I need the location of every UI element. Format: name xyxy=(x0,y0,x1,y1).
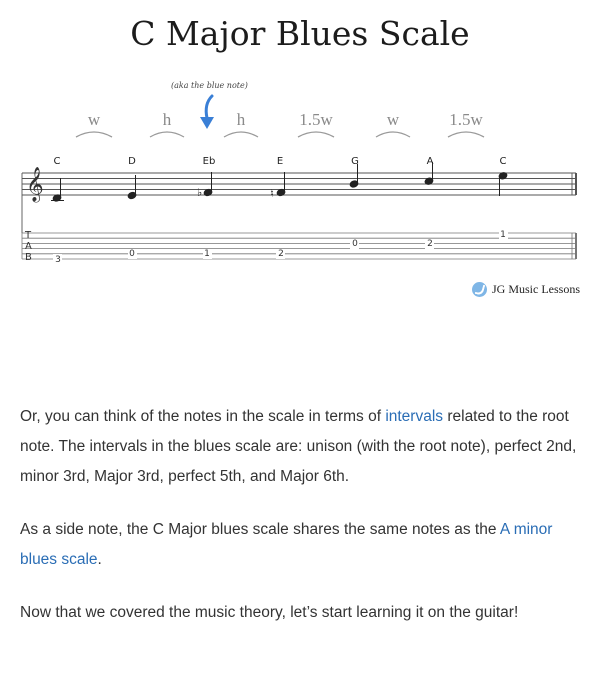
paragraph xyxy=(20,402,580,492)
fret-number: 3 xyxy=(55,255,61,265)
paragraph-text: As a side note, the C Major blues scale shares the same notes as the xyxy=(20,521,500,538)
interval-slur xyxy=(298,132,334,137)
paragraph-text: related to the root note. The intervals in the blues scale are: unison (with the root note), perfect 2nd, minor 3rd, Major 3rd, perfect 5th, and Major 6th. xyxy=(20,408,577,485)
fret-number: 2 xyxy=(278,249,284,259)
a-minor-blues-scale-link[interactable]: A minor blues scale xyxy=(20,521,553,568)
scale-figure xyxy=(0,0,600,310)
fret-number: 2 xyxy=(427,239,433,249)
tab-letter: B xyxy=(25,252,32,263)
note-name: C xyxy=(53,156,61,167)
fret-number: 0 xyxy=(352,239,358,249)
interval-label: 1.5w xyxy=(299,110,333,129)
paragraph-text: . xyxy=(97,551,102,568)
jg-logo-icon xyxy=(472,282,487,297)
natural-accidental: ♮ xyxy=(270,187,274,200)
tab-letter: T xyxy=(25,230,32,241)
paragraph xyxy=(20,515,580,575)
fret-number: 1 xyxy=(500,230,506,240)
fret-number: 1 xyxy=(204,249,210,259)
interval-slur xyxy=(448,132,484,137)
interval-label: w xyxy=(87,110,101,129)
flat-accidental: ♭ xyxy=(197,186,203,199)
intervals-link[interactable]: intervals xyxy=(385,408,444,425)
interval-label: h xyxy=(236,110,246,129)
treble-clef-icon: 𝄞 xyxy=(26,167,44,202)
note-name: Eb xyxy=(202,156,216,167)
note-name: D xyxy=(128,156,136,167)
note-name: A xyxy=(426,156,434,167)
paragraph-text: Or, you can think of the notes in the scale in terms of xyxy=(20,408,386,425)
brand-name: JG Music Lessons xyxy=(492,282,581,296)
tab-letter: A xyxy=(25,241,32,252)
figure-title: C Major Blues Scale xyxy=(130,14,470,53)
interval-slur xyxy=(376,132,410,137)
down-arrow-icon xyxy=(200,96,214,129)
interval-label: h xyxy=(162,110,172,129)
note-name: C xyxy=(499,156,507,167)
blue-note-annotation: (aka the blue note) xyxy=(171,81,248,90)
notation-svg xyxy=(0,0,600,310)
interval-label: 1.5w xyxy=(449,110,483,129)
note-name: G xyxy=(351,156,359,167)
interval-slur xyxy=(150,132,184,137)
paragraph: Now that we covered the music theory, let’s start learning it on the guitar! xyxy=(20,604,519,621)
interval-label: w xyxy=(386,110,400,129)
interval-slur xyxy=(76,132,112,137)
interval-slur xyxy=(224,132,258,137)
fret-number: 0 xyxy=(129,249,135,259)
note-name: E xyxy=(276,156,284,167)
brand-credit xyxy=(472,282,580,297)
